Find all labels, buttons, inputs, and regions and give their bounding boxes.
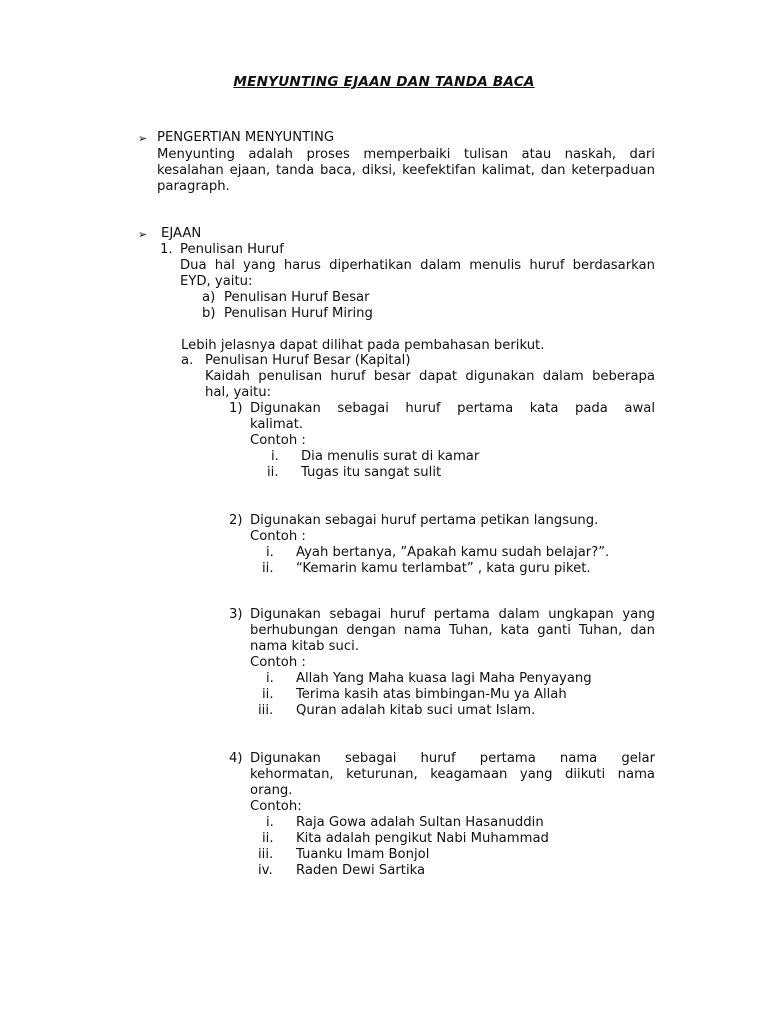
example-number: i. [266,671,274,686]
page-title: MENYUNTING EJAAN DAN TANDA BACA [233,74,535,90]
example-text: Kita adalah pengikut Nabi Muhammad [296,831,549,846]
rule-number: 4) [229,751,243,766]
example-text: Terima kasih atas bimbingan-Mu ya Allah [296,687,567,702]
bullet-arrow-icon: ➢ [138,228,148,241]
sub-list-label: b) [202,306,216,321]
sub-list-item: Penulisan Huruf Besar [224,290,370,305]
paragraph-line: hal, yaitu: [205,385,272,400]
paragraph-line: Dua hal yang harus diperhatikan dalam menulis huruf berdasarkan [180,258,655,273]
rule-line: nama kitab suci. [250,639,360,654]
rule-line: orang. [250,783,293,798]
sub-list-label: a) [202,290,216,305]
paragraph-line: EYD, yaitu: [180,274,253,289]
example-number: ii. [262,831,274,846]
rule-line: kehormatan, keturunan, keagamaan yang diikuti nama [250,767,655,782]
example-text: Quran adalah kitab suci umat Islam. [296,703,536,718]
rule-line: Digunakan sebagai huruf pertama kata pada awal [250,401,655,416]
example-text: Allah Yang Maha kuasa lagi Maha Penyayang [296,671,592,686]
example-text: Ayah bertanya, ”Apakah kamu sudah belajar?”. [296,545,610,560]
example-number: i. [266,545,274,560]
rule-number: 3) [229,607,243,622]
example-text: Dia menulis surat di kamar [301,449,480,464]
sub-list-item: Penulisan Huruf Miring [224,306,373,321]
example-number: iv. [258,863,273,878]
section-heading-ejaan: EJAAN [161,226,202,241]
example-number: ii. [262,687,274,702]
paragraph-line: paragraph. [157,179,230,194]
example-text: Tugas itu sangat sulit [301,465,442,480]
rule-line: Digunakan sebagai huruf pertama petikan langsung. [250,513,599,528]
contoh-label: Contoh : [250,655,306,670]
example-number: i. [271,449,279,464]
example-number: iii. [258,847,274,862]
example-text: Tuanku Imam Bonjol [296,847,430,862]
rule-line: kalimat. [250,417,304,432]
contoh-label: Contoh: [250,799,302,814]
list-item-heading: Penulisan Huruf Besar (Kapital) [205,353,411,368]
rule-line: Digunakan sebagai huruf pertama nama gelar [250,751,655,766]
rule-line: Digunakan sebagai huruf pertama dalam ungkapan yang [250,607,655,622]
example-text: Raja Gowa adalah Sultan Hasanuddin [296,815,544,830]
list-number: 1. [160,242,173,257]
example-number: ii. [267,465,279,480]
contoh-label: Contoh : [250,433,306,448]
rule-line: berhubungan dengan nama Tuhan, kata ganti Tuhan, dan [250,623,655,638]
list-item-heading: Penulisan Huruf [180,242,284,257]
bullet-arrow-icon: ➢ [138,132,148,145]
example-text: Raden Dewi Sartika [296,863,426,878]
example-number: i. [266,815,274,830]
example-text: “Kemarin kamu terlambat” , kata guru piket. [296,561,591,576]
rule-number: 1) [229,401,243,416]
paragraph-line: Kaidah penulisan huruf besar dapat digunakan dalam beberapa [205,369,655,384]
contoh-label: Contoh : [250,529,306,544]
rule-number: 2) [229,513,243,528]
paragraph-line: Menyunting adalah proses memperbaiki tulisan atau naskah, dari [157,147,655,162]
list-number: a. [181,353,194,368]
section-heading-pengertian: PENGERTIAN MENYUNTING [157,130,335,145]
paragraph-line: Lebih jelasnya dapat dilihat pada pembahasan berikut. [181,338,545,353]
example-number: iii. [258,703,274,718]
example-number: ii. [262,561,274,576]
paragraph-line: kesalahan ejaan, tanda baca, diksi, keefektifan kalimat, dan keterpaduan [157,163,655,178]
